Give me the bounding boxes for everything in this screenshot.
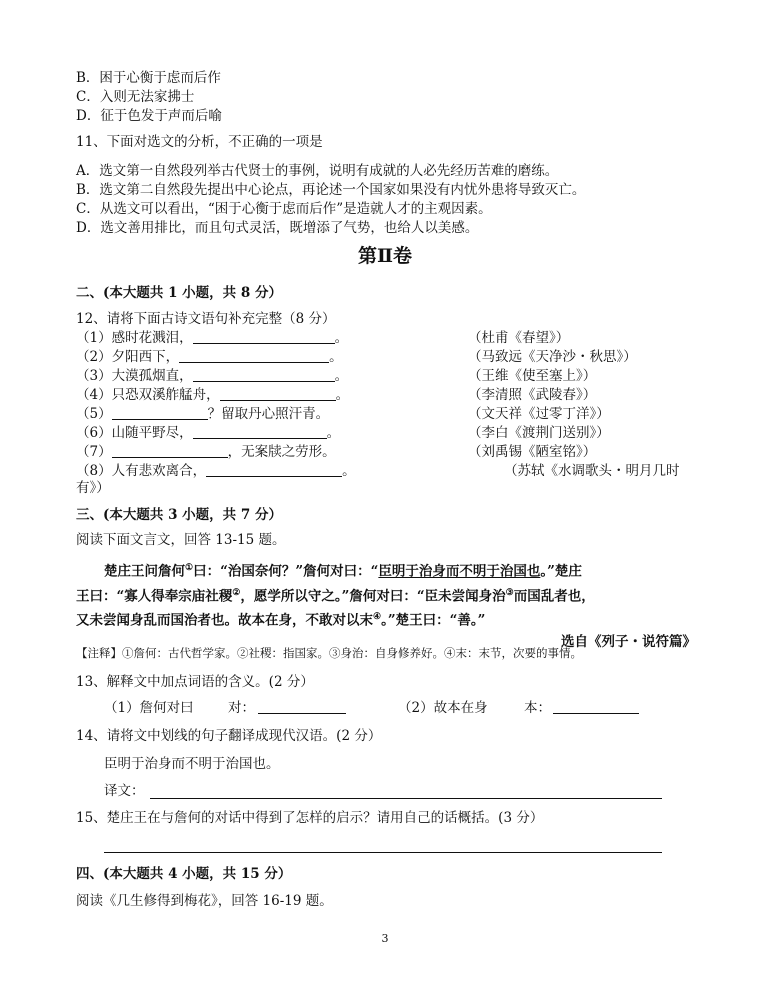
q11-option-a: A．选文第一自然段列举古代贤士的事例，说明有成就的人必先经历苦难的磨练。 — [76, 163, 559, 179]
poem-source: （马致远《天净沙・秋思》） — [468, 349, 637, 365]
q13-item-2-key: 本： — [524, 700, 551, 716]
q13-answer-2-line[interactable] — [553, 712, 639, 714]
classical-passage — [76, 558, 696, 653]
page-number: 3 — [381, 932, 389, 945]
q11-option-d: D．选文善用排比，而且句式灵活，既增添了气势，也给人以美感。 — [76, 220, 479, 236]
q11-option-c: C．从选文可以看出，“困于心衡于虑而后作”是造就人才的主观因素。 — [76, 201, 492, 217]
section3-intro: 阅读下面文言文，回答 13-15 题。 — [76, 532, 286, 548]
answer-blank[interactable] — [193, 424, 327, 439]
q14-sentence: 臣明于治身而不明于治国也。 — [104, 756, 280, 772]
poem-source: （刘禹锡《陋室铭》） — [468, 444, 597, 460]
poem-item-5: （5） ？留取丹心照汗青。 （文天祥《过零丁洋》） — [76, 406, 610, 422]
q15-answer-line[interactable] — [104, 851, 662, 853]
poem-item-2: （2）夕阳西下， 。 （马致远《天净沙・秋思》） — [76, 349, 637, 365]
poem-source: （文天祥《过零丁洋》） — [468, 406, 610, 422]
q15-stem: 15、楚庄王在与詹何的对话中得到了怎样的启示？请用自己的话概括。(3 分） — [76, 810, 544, 826]
q13-item-2: （2）故本在身 — [398, 700, 488, 716]
section2-heading: 二、(本大题共 1 小题，共 8 分） — [76, 285, 282, 301]
q13-item-1-key: 对： — [228, 700, 255, 716]
poem-item-8: （8）人有悲欢离合， 。 （苏轼《水调歌头・明月几时 — [76, 463, 680, 479]
poem-item-7: （7） ，无案牍之劳形。 （刘禹锡《陋室铭》） — [76, 444, 597, 460]
volume-title: 第Ⅱ卷 — [357, 245, 412, 267]
q14-stem: 14、请将文中划线的句子翻译成现代汉语。(2 分） — [76, 728, 382, 744]
poem-item-3: （3）大漠孤烟直， 。 （王维《使至塞上》） — [76, 368, 597, 384]
passage-line-1: 楚庄王问詹何①曰：“治国奈何？”詹何对曰：“臣明于治身而不明于治国也。”楚庄 — [104, 563, 582, 580]
q14-translation-label: 译文： — [104, 783, 145, 799]
answer-blank[interactable] — [179, 348, 329, 363]
q10-option-c: C．入则无法家拂士 — [76, 89, 195, 105]
answer-blank[interactable] — [112, 405, 208, 420]
poem-source: （王维《使至塞上》） — [468, 368, 597, 384]
poem-source: （李白《渡荆门送别》） — [468, 425, 610, 441]
underlined-sentence: 臣明于治身而不明于治国也 — [378, 563, 541, 580]
poem-item-4: （4）只恐双溪舴艋舟， 。 （李清照《武陵春》） — [76, 387, 597, 403]
section3-heading: 三、(本大题共 3 小题，共 7 分） — [76, 507, 282, 523]
q13-item-1: （1）詹何对曰 — [104, 700, 194, 716]
answer-blank[interactable] — [206, 462, 342, 477]
answer-blank[interactable] — [193, 367, 335, 382]
answer-blank[interactable] — [220, 386, 336, 401]
q14-translation-line[interactable] — [150, 797, 662, 799]
passage-source: 选自《列子・说符篇》 — [561, 633, 696, 650]
poem-source-wrap: 有》） — [76, 480, 110, 496]
q11-stem: 11、下面对选文的分析，不正确的一项是 — [76, 134, 323, 150]
q10-option-b: B．困于心衡于虑而后作 — [76, 70, 221, 86]
poem-item-1: （1）感时花溅泪， 。 （杜甫《春望》） — [76, 330, 570, 346]
poem-source: （杜甫《春望》） — [468, 330, 570, 346]
q13-stem: 13、解释文中加点词语的含义。(2 分） — [76, 674, 314, 690]
answer-blank[interactable] — [112, 443, 228, 458]
poem-item-6: （6）山随平野尽， 。 （李白《渡荆门送别》） — [76, 425, 610, 441]
passage-line-2: 王曰：“寡人得奉宗庙社稷②，愿学所以守之。”詹何对曰：“臣未尝闻身治③而国乱者也， — [76, 587, 595, 604]
section4-heading: 四、(本大题共 4 小题，共 15 分） — [76, 866, 292, 882]
answer-blank[interactable] — [193, 329, 335, 344]
poem-source: （苏轼《水调歌头・明月几时 — [504, 463, 680, 479]
q11-option-b: B．选文第二自然段先提出中心论点，再论述一个国家如果没有内忧外患将导致灭亡。 — [76, 182, 586, 198]
q13-answer-1-line[interactable] — [258, 712, 346, 714]
q12-stem: 12、请将下面古诗文语句补充完整（8 分） — [76, 311, 336, 327]
section4-intro: 阅读《几生修得到梅花》，回答 16-19 题。 — [76, 893, 333, 909]
q10-option-d: D．征于色发于声而后喻 — [76, 108, 222, 124]
poem-source: （李清照《武陵春》） — [468, 387, 597, 403]
passage-notes: 【注释】①詹何：古代哲学家。②社稷：指国家。③身治：自身修养好。④末：末节，次要的事情。 — [76, 646, 582, 660]
passage-line-3: 又未尝闻身乱而国治者也。故本在身，不敢对以末④。”楚王曰：“善。” — [76, 612, 486, 629]
